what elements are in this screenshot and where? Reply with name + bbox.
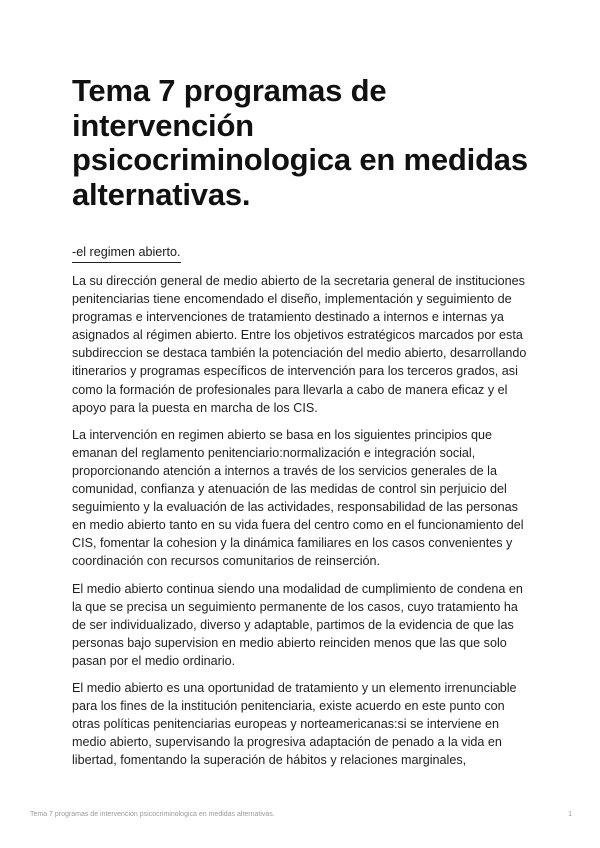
paragraph: La intervención en regimen abierto se basa en los siguientes principios que emanan del reglamento penitenciario:normalización e integración social, proporcionando atención a internos a través de los servicios generales de la comunidad, confianza y atenuación de las medidas de control sin perjuicio del seguimiento y la evaluación de las actividades, responsabilidad de las personas en medio abierto tanto en su vida fuera del centro como en el funcionamiento del CIS, fomentar la cohesion y la dinámica familiares en los casos convenientes y coordinación con recursos comunitarios de reinserción. [72, 427, 524, 569]
paragraph: El medio abierto es una oportunidad de tratamiento y un elemento irrenunciable para los fines de la institución penitenciaria, existe acuerdo en este punto con otras políticas penitenciarias europeas y norteamericanas:si se interviene en medio abierto, supervisando la progresiva adaptación de penado a la vida en libertad, fomentando la superación de hábitos y relaciones marginales, [72, 680, 517, 768]
document-body [72, 74, 528, 769]
footer-running-title: Tema 7 programas de intervención psicocriminologica en medidas alternativas. [30, 811, 275, 818]
section-heading: -el regimen abierto. [72, 244, 181, 263]
page-number: 1 [568, 811, 572, 818]
paragraph: El medio abierto continua siendo una modalidad de cumplimiento de condena en la que se precisa un seguimiento permanente de los casos, cuyo tratamiento ha de ser individualizado, diverso y adaptable, partimos de la evidencia de que las personas bajo supervision en medio abierto reinciden menos que las que solo pasan por el medio ordinario. [72, 581, 523, 668]
paragraph: La su dirección general de medio abierto de la secretaria general de instituciones penitenciarias tiene encomendado el diseño, implementación y seguimiento de programas e intervenciones de tratamiento destinado a internos e internas ya asignados al régimen abierto. Entre los objetivos estratégicos marcados por esta subdireccion se destaca también la potenciación del medio abierto, desarrollando itinerarios y programas específicos de intervención para los terceros grados, asi como la formación de profesionales para llevarla a cabo de manera eficaz y el apoyo para la puesta en marcha de los CIS. [72, 274, 527, 415]
document-title: Tema 7 programas de intervención psicocriminologica en medidas alternativas. [72, 73, 528, 212]
